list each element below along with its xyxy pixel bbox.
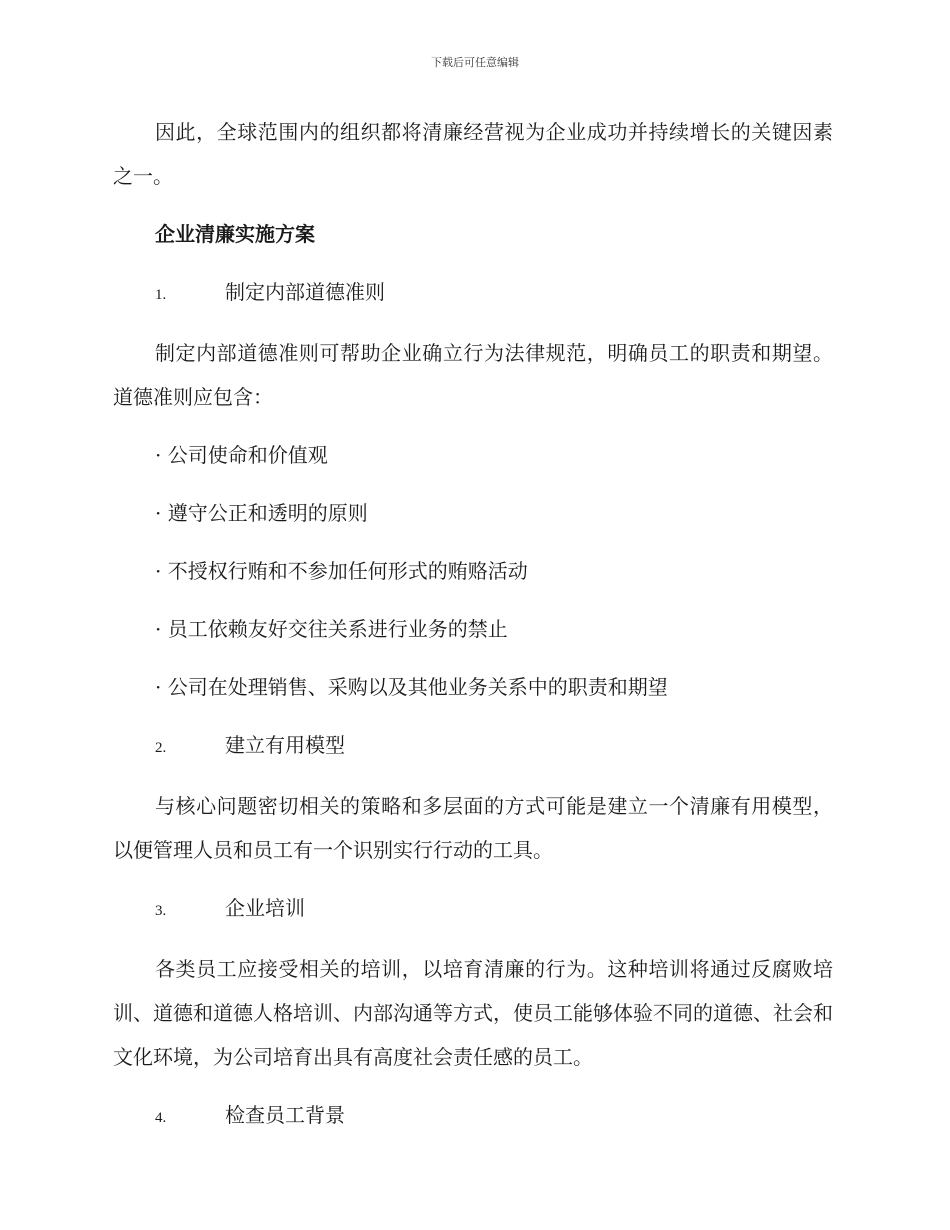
item-number: 3. xyxy=(155,903,167,919)
header-note: 下载后可任意编辑 xyxy=(431,56,519,69)
bullet-item: · 遵守公正和透明的原则 xyxy=(155,501,368,525)
section-title: 企业清廉实施方案 xyxy=(155,222,315,246)
bullet-item: · 不授权行贿和不参加任何形式的贿赂活动 xyxy=(155,559,528,583)
item3-paragraph: 各类员工应接受相关的培训，以培育清廉的行为。这种培训将通过反腐败培训、道德和道德人格培训、内部沟通等方式，使员工能够体验不同的道德、社会和文化环境，为公司培育出具有高度社会责任感的员工。 xyxy=(113,957,833,1069)
item2-paragraph: 与核心问题密切相关的策略和多层面的方式可能是建立一个清廉有用模型，以便管理人员和员工有一个识别实行行动的工具。 xyxy=(113,794,833,862)
numbered-item-1 xyxy=(113,270,833,317)
item-title: 企业培训 xyxy=(225,896,305,920)
bullet-item: · 公司在处理销售、采购以及其他业务关系中的职责和期望 xyxy=(155,675,668,699)
item-title: 建立有用模型 xyxy=(225,733,345,757)
item-number: 4. xyxy=(155,1110,167,1126)
item-title: 制定内部道德准则 xyxy=(225,280,385,304)
numbered-item-4 xyxy=(113,1093,833,1140)
bullet-item: · 公司使命和价值观 xyxy=(155,443,328,467)
numbered-item-3 xyxy=(113,886,833,933)
item-number: 2. xyxy=(155,740,167,756)
bullet-item: · 员工依赖友好交往关系进行业务的禁止 xyxy=(155,617,508,641)
numbered-item-2 xyxy=(113,723,833,770)
item1-paragraph: 制定内部道德准则可帮助企业确立行为法律规范，明确员工的职责和期望。道德准则应包含： xyxy=(113,341,833,409)
intro-paragraph: 因此，全球范围内的组织都将清廉经营视为企业成功并持续增长的关键因素之一。 xyxy=(113,120,833,188)
document-body xyxy=(113,110,833,1154)
item-number: 1. xyxy=(155,287,167,303)
item-title: 检查员工背景 xyxy=(225,1103,345,1127)
